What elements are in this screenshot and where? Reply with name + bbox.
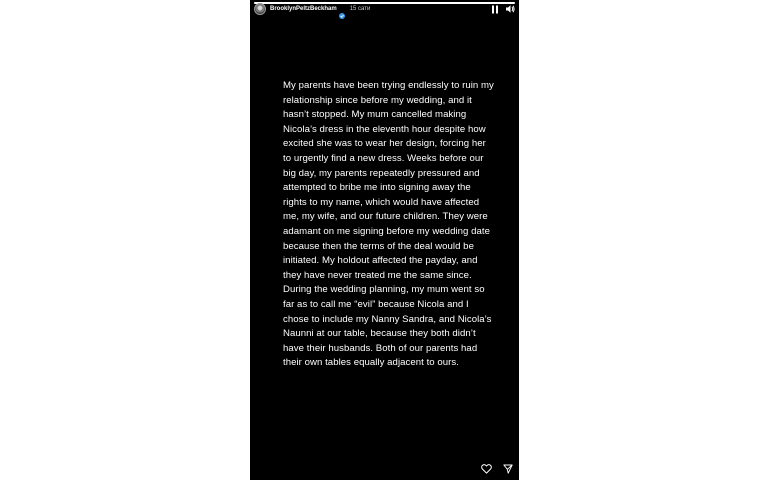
story-actions	[470, 463, 514, 475]
pause-icon	[491, 5, 499, 14]
profile-avatar[interactable]	[254, 3, 266, 15]
story-header	[254, 1, 515, 17]
story-timestamp: 15 сати	[349, 6, 371, 12]
verified-badge-icon	[339, 6, 345, 12]
story-text: My parents have been trying endlessly to ruin my relationship since before my wedding, and it hasn’t stopped. My mum cancelled making Nicola’s dress in the eleventh hour despite how excited she was to wear her design, forcing her to urgently find a new dress. Weeks before our big day, my parents repeatedly pressured and attempted to bribe me into signing away the rights to my name, which would have affected me, my wife, and our future children. They were adamant on me signing before my wedding date because then the terms of the deal would be initiated. My holdout affected the payday, and they have never treated me the same since. During the wedding planning, my mum went so far as to call me “evil” because Nicola and I chose to include my Nanny Sandra, and Nicola’s Naunni at our table, because they both didn’t have their husbands. Both of our parents had their own tables equally adjacent to ours.	[283, 80, 494, 369]
speaker-icon	[505, 4, 515, 14]
story-username[interactable]: BrooklynPeltzBeckham	[270, 6, 337, 12]
story-viewer[interactable]	[250, 0, 519, 480]
send-icon	[503, 464, 513, 474]
mute-button[interactable]	[505, 4, 515, 14]
like-button[interactable]	[480, 463, 492, 475]
heart-icon	[481, 464, 492, 474]
share-button[interactable]	[502, 463, 514, 475]
pause-button[interactable]	[490, 4, 500, 14]
